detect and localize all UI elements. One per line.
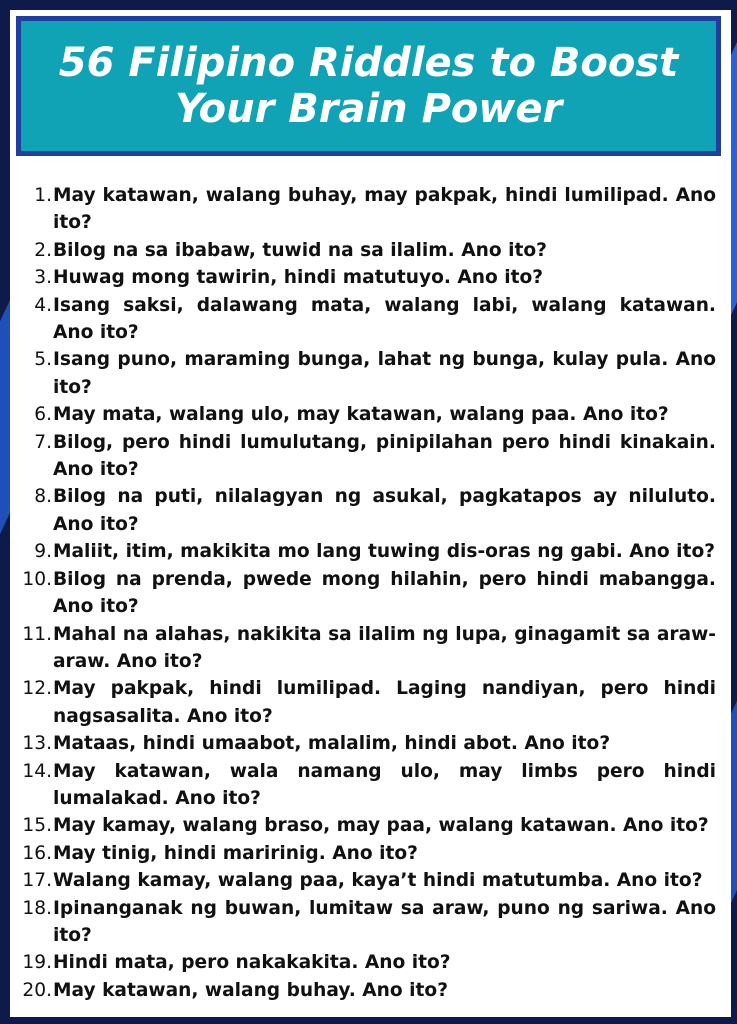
riddle-number: 11. <box>22 623 52 645</box>
riddle-number: 3. <box>34 267 52 289</box>
riddle-text: Mataas, hindi umaabot, malalim, hindi abot. Ano ito? <box>53 733 611 755</box>
riddle-list <box>10 182 731 1004</box>
list-item <box>10 621 731 676</box>
riddle-text: May katawan, wala namang ulo, may limbs pero hindi lumalakad. Ano ito? <box>53 760 716 809</box>
list-item <box>10 292 731 347</box>
riddle-number: 15. <box>22 815 52 837</box>
riddle-number: 17. <box>22 870 52 892</box>
riddle-text: Hindi mata, pero nakakakita. Ano ito? <box>53 952 451 974</box>
riddle-number: 12. <box>22 678 52 700</box>
riddle-number: 9. <box>34 541 52 563</box>
riddle-card <box>10 10 731 1017</box>
riddle-text: Mahal na alahas, nakikita sa ilalim ng lupa, ginagamit sa araw-araw. Ano ito? <box>53 623 716 672</box>
riddle-text: Isang puno, maraming bunga, lahat ng bunga, kulay pula. Ano ito? <box>53 349 716 398</box>
list-item <box>10 264 731 291</box>
riddle-number: 18. <box>22 897 52 919</box>
riddle-text: May kamay, walang braso, may paa, walang katawan. Ano ito? <box>53 815 709 837</box>
list-item <box>10 429 731 484</box>
list-item <box>10 401 731 428</box>
riddle-text: May katawan, walang buhay, may pakpak, hindi lumilipad. Ano ito? <box>53 185 716 234</box>
list-item <box>10 346 731 401</box>
list-item <box>10 867 731 894</box>
riddle-text: Bilog na puti, nilalagyan ng asukal, pagkatapos ay niluluto. Ano ito? <box>53 486 716 535</box>
riddle-text: May mata, walang ulo, may katawan, walang paa. Ano ito? <box>53 404 669 426</box>
riddle-number: 14. <box>22 760 52 782</box>
riddle-text: Bilog na prenda, pwede mong hilahin, pero hindi mabangga. Ano ito? <box>53 568 716 618</box>
riddle-number: 19. <box>22 952 52 974</box>
list-item <box>10 675 731 730</box>
list-item <box>10 895 731 950</box>
page-title: 56 Filipino Riddles to Boost Your Brain Power <box>58 40 679 132</box>
list-item <box>10 566 731 621</box>
riddle-text: Huwag mong tawirin, hindi matutuyo. Ano ito? <box>53 267 544 289</box>
riddle-text: Ipinanganak ng buwan, lumitaw sa araw, puno ng sariwa. Ano ito? <box>53 897 716 946</box>
list-item <box>10 182 731 237</box>
riddle-number: 16. <box>22 842 52 864</box>
riddle-number: 8. <box>34 486 52 508</box>
riddle-text: May tinig, hindi maririnig. Ano ito? <box>53 842 418 864</box>
riddle-number: 4. <box>34 294 52 316</box>
list-item <box>10 483 731 538</box>
title-banner-inner <box>21 21 716 151</box>
riddle-text: Bilog na sa ibabaw, tuwid na sa ilalim. Ano ito? <box>53 239 547 261</box>
riddle-text: Maliit, itim, makikita mo lang tuwing dis-oras ng gabi. Ano ito? <box>53 541 716 563</box>
riddle-number: 2. <box>34 239 52 261</box>
riddle-text: May katawan, walang buhay. Ano ito? <box>53 979 448 1001</box>
list-item <box>10 977 731 1004</box>
list-item <box>10 237 731 264</box>
riddle-number: 7. <box>34 431 52 453</box>
list-item <box>10 840 731 867</box>
riddle-text: Bilog, pero hindi lumulutang, pinipilahan pero hindi kinakain. Ano ito? <box>53 431 716 481</box>
riddle-number: 1. <box>34 185 52 206</box>
list-item <box>10 812 731 839</box>
riddle-number: 6. <box>34 404 52 426</box>
riddle-text: Isang saksi, dalawang mata, walang labi, walang katawan. Ano ito? <box>53 294 716 344</box>
riddle-number: 20. <box>22 979 52 1001</box>
list-item <box>10 949 731 976</box>
riddle-number: 10. <box>22 568 52 590</box>
riddle-text: May pakpak, hindi lumilipad. Laging nandiyan, pero hindi nagsasalita. Ano ito? <box>53 678 716 727</box>
riddle-number: 5. <box>34 349 52 371</box>
riddle-text: Walang kamay, walang paa, kaya’t hindi matutumba. Ano ito? <box>53 870 703 892</box>
list-item <box>10 538 731 565</box>
list-item <box>10 730 731 757</box>
list-item <box>10 758 731 813</box>
title-banner <box>16 16 721 156</box>
riddle-number: 13. <box>22 733 52 755</box>
